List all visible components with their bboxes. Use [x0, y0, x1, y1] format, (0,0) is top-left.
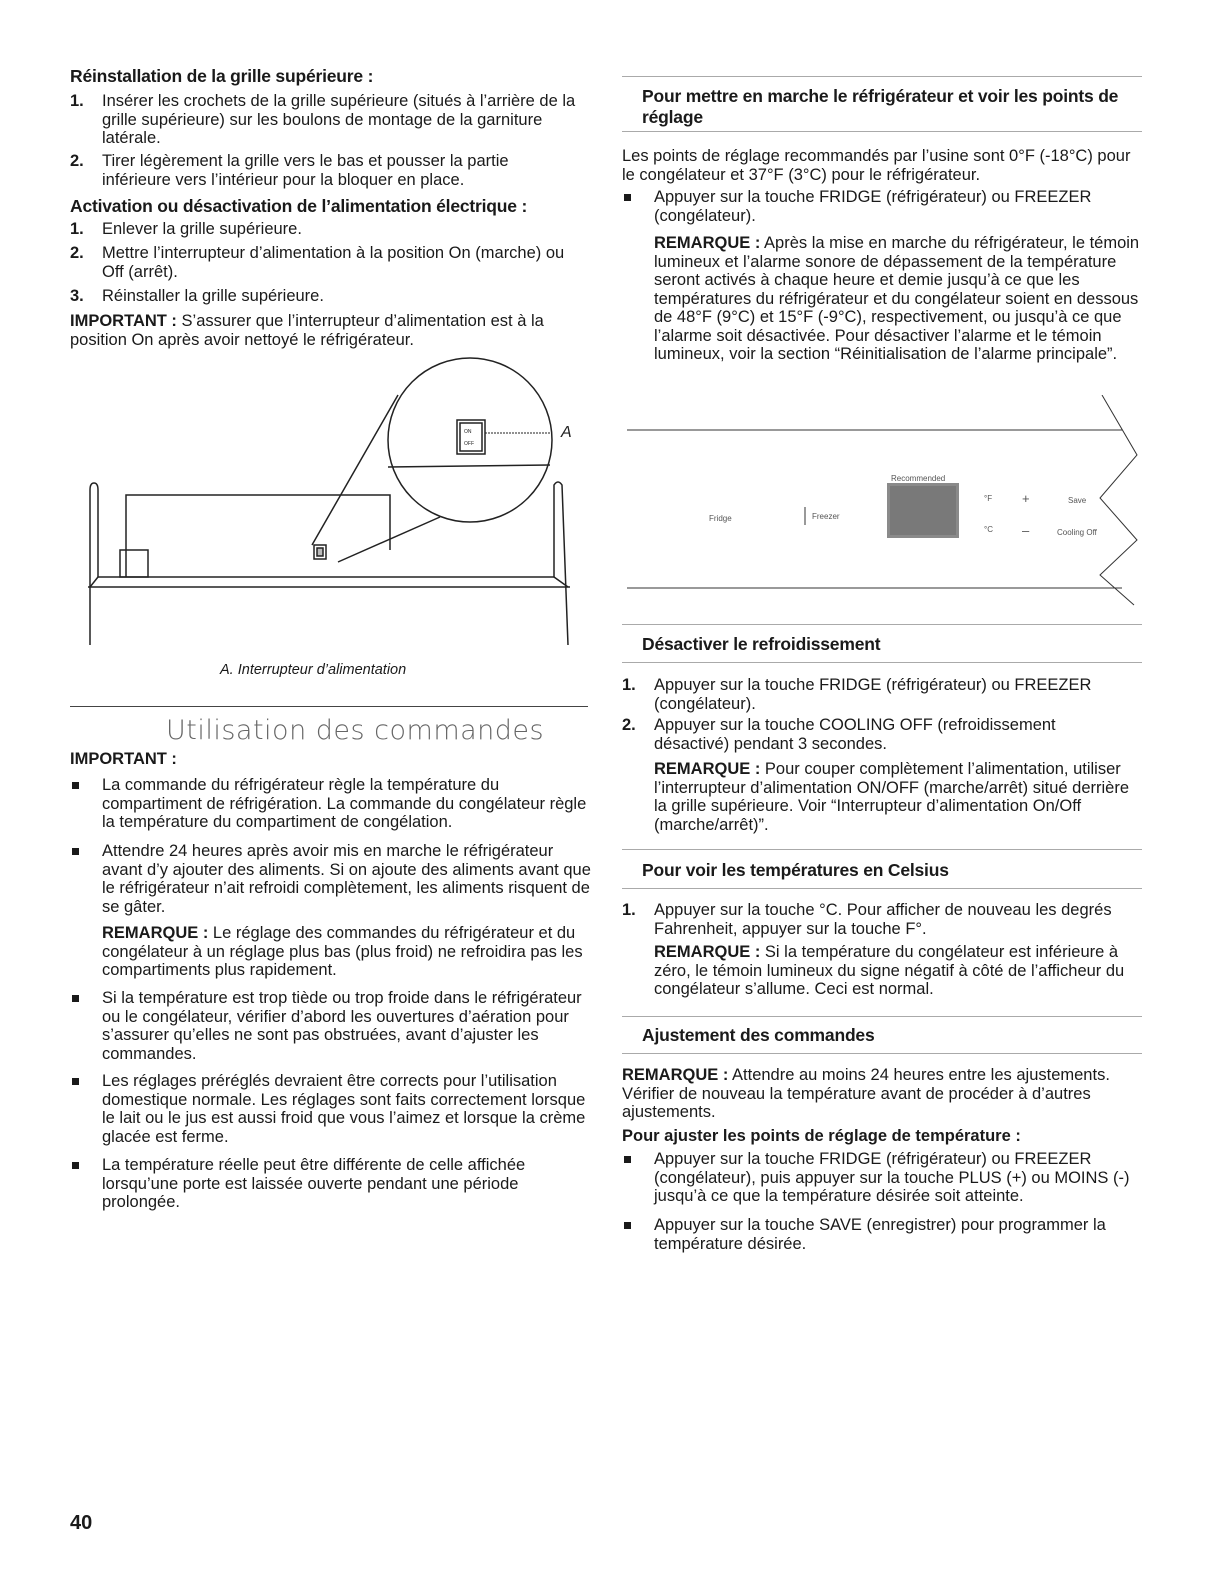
bullet-1: La commande du réfrigérateur règle la température du compartiment de réfrigération. La commande du congélateur règle la température du compartiment de congélation.	[102, 776, 587, 831]
power-step-1: Enlever la grille supérieure.	[102, 220, 302, 238]
cool-step-1: Appuyer sur la touche FRIDGE (réfrigérateur) ou FREEZER (congélateur).	[654, 676, 1092, 713]
section-title: Utilisation des commandes	[166, 715, 545, 746]
adjust-note	[622, 1066, 1147, 1122]
bullet-marker	[72, 782, 79, 789]
step-number: 1.	[622, 676, 636, 694]
step-number: 2.	[70, 152, 84, 170]
bullet-marker	[72, 995, 79, 1002]
power-step-3: Réinstaller la grille supérieure.	[102, 287, 324, 305]
note-label: REMARQUE :	[654, 760, 761, 778]
grille-step-2: Tirer légèrement la grille vers le bas et pousser la partie inférieure vers l’intérieur pour la bloquer en place.	[102, 152, 509, 189]
cool-step-2: Appuyer sur la touche COOLING OFF (refroidissement désactivé) pendant 3 secondes.	[654, 716, 1056, 753]
page-number: 40	[70, 1512, 93, 1534]
important-paragraph	[70, 312, 585, 349]
fahrenheit-button[interactable]: °F	[984, 494, 993, 503]
adjust-bullet-1: Appuyer sur la touche FRIDGE (réfrigérateur) ou FREEZER (congélateur), puis appuyer sur la touche PLUS (+) ou MOINS (-) jusqu’à ce que la température désirée soit atteinte.	[654, 1150, 1130, 1205]
figure-callout-a: A	[561, 424, 572, 441]
plus-button[interactable]: +	[1022, 491, 1030, 506]
step-number: 2.	[70, 244, 84, 262]
bullet-marker	[624, 1222, 631, 1229]
start-heading: Pour mettre en marche le réfrigérateur et voir les points de réglage	[642, 86, 1119, 127]
cool-heading: Désactiver le refroidissement	[642, 634, 881, 654]
power-switch-figure	[80, 355, 590, 645]
rule	[622, 662, 1142, 663]
bullet-3: Si la température est trop tiède ou trop froide dans le réfrigérateur ou le congélateur, vérifier d’abord les ouvertures d’aération pour s’assurer qu’elles ne sont pas obstruées, avant d’ajuster les commandes.	[102, 989, 582, 1063]
minus-button[interactable]: –	[1022, 523, 1030, 538]
note-label: REMARQUE :	[102, 924, 209, 942]
adjust-subheading: Pour ajuster les points de réglage de température :	[622, 1127, 1021, 1145]
bullet-2: Attendre 24 heures après avoir mis en marche le réfrigérateur avant d’y ajouter des aliments. Si on ajoute des aliments avant que le réfrigérateur n’ait refroidi complètement, les aliments risquent de se gâter.	[102, 842, 591, 916]
step-number: 1.	[70, 92, 84, 110]
grille-step-1: Insérer les crochets de la grille supérieure (situés à l’arrière de la grille supérieure) sur les boulons de montage de la garniture latérale.	[102, 92, 576, 147]
important-text: S’assurer que l’interrupteur d’alimentation est à la position On après avoir nettoyé le réfrigérateur.	[70, 312, 544, 349]
magnifier-circle	[388, 358, 552, 522]
rule	[622, 131, 1142, 132]
celsius-heading: Pour voir les températures en Celsius	[642, 860, 949, 880]
rule	[622, 1053, 1142, 1054]
power-step-2: Mettre l’interrupteur d’alimentation à la position On (marche) ou Off (arrêt).	[102, 244, 565, 281]
adjust-heading: Ajustement des commandes	[642, 1025, 875, 1045]
note-text: Attendre au moins 24 heures entre les ajustements. Vérifier de nouveau la température avant de procéder à d’autres ajustements.	[622, 1066, 1110, 1121]
rule	[622, 76, 1142, 77]
section-divider	[70, 706, 588, 707]
freezer-button[interactable]: Freezer	[812, 512, 840, 521]
celsius-step: Appuyer sur la touche °C. Pour afficher de nouveau les degrés Fahrenheit, appuyer sur la touche F°.	[654, 901, 1112, 938]
note-1	[102, 924, 592, 980]
step-number: 1.	[622, 901, 636, 919]
note-text: Pour couper complètement l’alimentation, utiliser l’interrupteur d’alimentation ON/OFF (marche/arrêt) situé derrière la grille supérieure. Voir “Interrupteur d’alimentation On/Off (marche/arrêt)”.	[654, 760, 1129, 834]
rule	[622, 849, 1142, 850]
panel-recommended-label: Recommended	[891, 474, 946, 483]
step-number: 1.	[70, 220, 84, 238]
note-text: Après la mise en marche du réfrigérateur, le témoin lumineux et l’alarme sonore de dépassement de la température seront activés à chaque heure et demie jusqu’à ce que les températures du réfrigérateur et du congélateur soient en dessous de 48°F (9°C) et 15°F (-9°C), respectivement, ou jusqu’à ce que l’alarme soit désactivée. Pour désactiver l’alarme et le témoin lumineux, voir la section “Réinitialisation de l’alarme principale”.	[654, 234, 1140, 363]
bullet-marker	[72, 1162, 79, 1169]
bullet-5: La température réelle peut être différente de celle affichée lorsqu’une porte est laissée ouverte pendant une période prolongée.	[102, 1156, 526, 1211]
start-note	[654, 234, 1144, 364]
celsius-note	[654, 943, 1144, 999]
control-panel-figure	[622, 395, 1147, 610]
start-intro: Les points de réglage recommandés par l’usine sont 0°F (-18°C) pour le congélateur et 37°F (3°C) pour le réfrigérateur.	[622, 147, 1131, 184]
switch-off-label: OFF	[464, 441, 474, 447]
save-button[interactable]: Save	[1068, 496, 1087, 505]
step-number: 3.	[70, 287, 84, 305]
step-number: 2.	[622, 716, 636, 734]
bullet-marker	[72, 1078, 79, 1085]
rule	[622, 624, 1142, 625]
important2-label: IMPORTANT :	[70, 750, 177, 768]
note-label: REMARQUE :	[622, 1066, 729, 1084]
note-text: Le réglage des commandes du réfrigérateur et du congélateur à un réglage plus bas (plus froid) ne refroidira pas les compartiments plus rapidement.	[102, 924, 583, 979]
fridge-button[interactable]: Fridge	[709, 514, 732, 523]
note-label: REMARQUE :	[654, 943, 761, 961]
start-bullet: Appuyer sur la touche FRIDGE (réfrigérateur) ou FREEZER (congélateur).	[654, 188, 1092, 225]
rule	[622, 1016, 1142, 1017]
important-label: IMPORTANT :	[70, 312, 177, 330]
grille-heading: Réinstallation de la grille supérieure :	[70, 66, 374, 86]
bullet-marker	[72, 848, 79, 855]
switch-on-label: ON	[464, 429, 472, 435]
bullet-marker	[624, 194, 631, 201]
bullet-4: Les réglages préréglés devraient être corrects pour l’utilisation domestique normale. Les réglages sont faits correctement lorsque le lait ou le jus est aussi froid que vous l’aimez et lorsque la crème glacée est ferme.	[102, 1072, 586, 1146]
cooling-off-button[interactable]: Cooling Off	[1057, 528, 1097, 537]
adjust-bullet-2: Appuyer sur la touche SAVE (enregistrer) pour programmer la température désirée.	[654, 1216, 1106, 1253]
bullet-marker	[624, 1156, 631, 1163]
note-text: Si la température du congélateur est inférieure à zéro, le témoin lumineux du signe négatif à côté de l’afficheur du congélateur s’allume. Ceci est normal.	[654, 943, 1125, 998]
note-label: REMARQUE :	[654, 234, 761, 252]
cool-note	[654, 760, 1144, 834]
power-heading: Activation ou désactivation de l’alimentation électrique :	[70, 196, 528, 216]
rule	[622, 888, 1142, 889]
celsius-button[interactable]: °C	[984, 525, 993, 534]
figure-caption: A. Interrupteur d’alimentation	[220, 662, 407, 678]
